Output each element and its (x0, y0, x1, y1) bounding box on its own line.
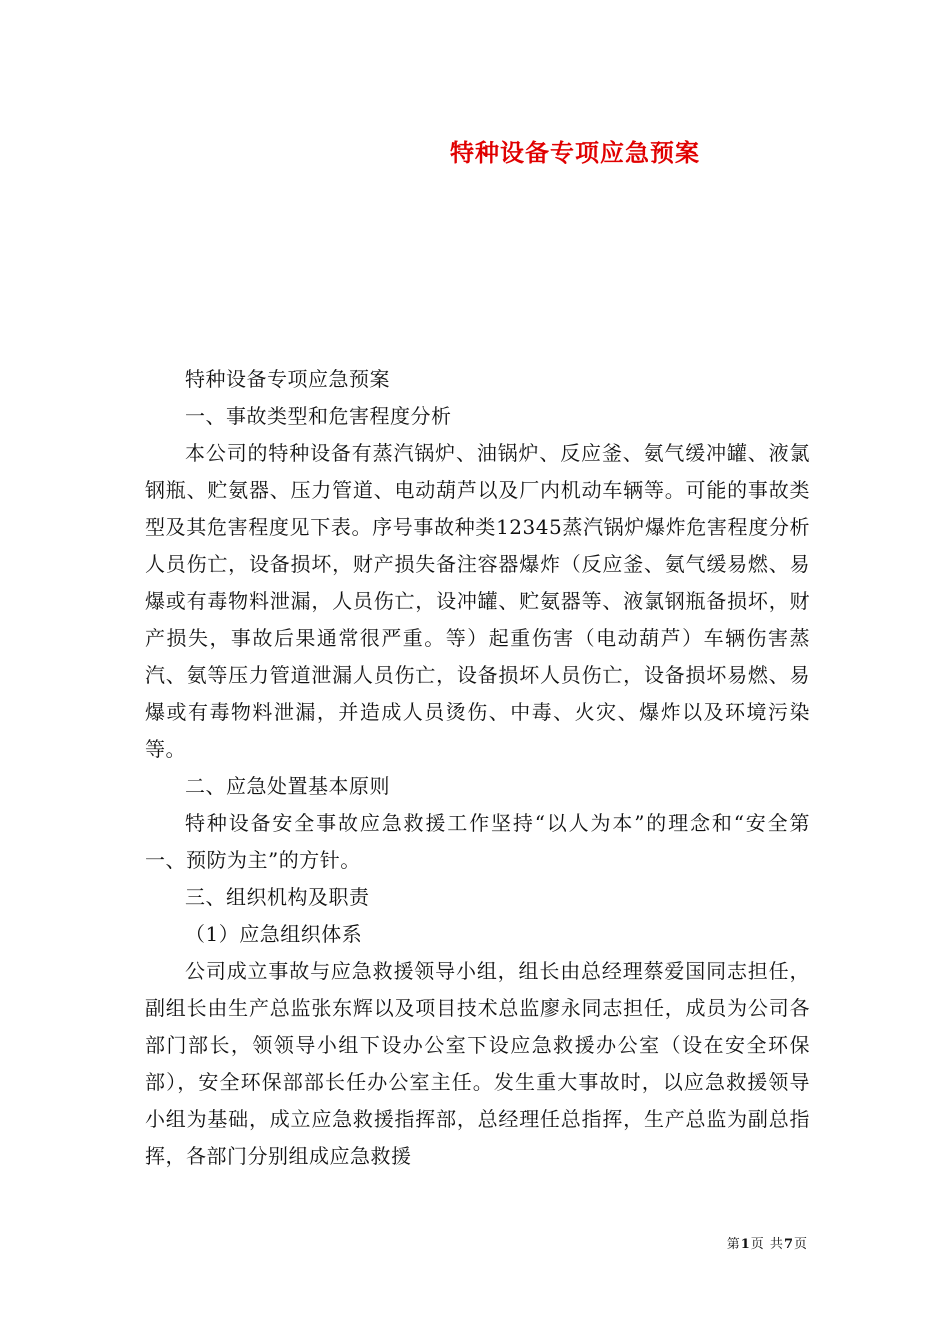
paragraph-principles: 特种设备安全事故应急救援工作坚持“以人为本”的理念和“安全第一、预防为主”的方针。 (145, 811, 810, 872)
footer-middle: 页 共 (750, 1237, 784, 1252)
paragraph-accident-types: 本公司的特种设备有蒸汽锅炉、油锅炉、反应釜、氨气缓冲罐、液氯钢瓶、贮氨器、压力管道、电动葫芦以及厂内机动车辆等。可能的事故类型及其危害程度见下表。序号事故种类12345蒸汽锅炉爆炸危害程度分析人员伤亡，设备损坏，财产损失备注容器爆炸（反应釜、氨气缓易燃、易爆或有毒物料泄漏，人员伤亡，设冲罐、贮氨器等、液氯钢瓶备损坏，财产损失，事故后果通常很严重。等）起重伤害（电动葫芦）车辆伤害蒸汽、氨等压力管道泄漏人员伤亡，设备损坏人员伤亡，设备损坏易燃、易爆或有毒物料泄漏，并造成人员烫伤、中毒、火灾、爆炸以及环境污染等。 (145, 441, 810, 761)
section-heading-1: 一、事故类型和危害程度分析 (185, 404, 452, 428)
total-pages-number: 7 (783, 1237, 794, 1252)
section-heading-3: 三、组织机构及职责 (185, 885, 370, 909)
footer-suffix: 页 (793, 1237, 808, 1252)
document-title: 特种设备专项应急预案 (450, 138, 700, 167)
subsection-heading-1: （1）应急组织体系 (185, 922, 363, 946)
paragraph-subtitle: 特种设备专项应急预案 (185, 367, 390, 391)
current-page-number: 1 (740, 1237, 751, 1252)
document-body (145, 361, 810, 1175)
paragraph-organization: 公司成立事故与应急救援领导小组，组长由总经理蔡爱国同志担任，副组长由生产总监张东辉以及项目技术总监廖永同志担任，成员为公司各部门部长，领领导小组下设办公室下设应急救援办公室（设在安全环保部），安全环保部部长任办公室主任。发生重大事故时，以应急救援领导小组为基础，成立应急救援指挥部，总经理任总指挥，生产总监为副总指挥，各部门分别组成应急救援 (145, 959, 810, 1168)
footer-prefix: 第 (726, 1237, 741, 1252)
section-heading-2: 二、应急处置基本原则 (185, 774, 390, 798)
page-number-footer (727, 1233, 808, 1252)
